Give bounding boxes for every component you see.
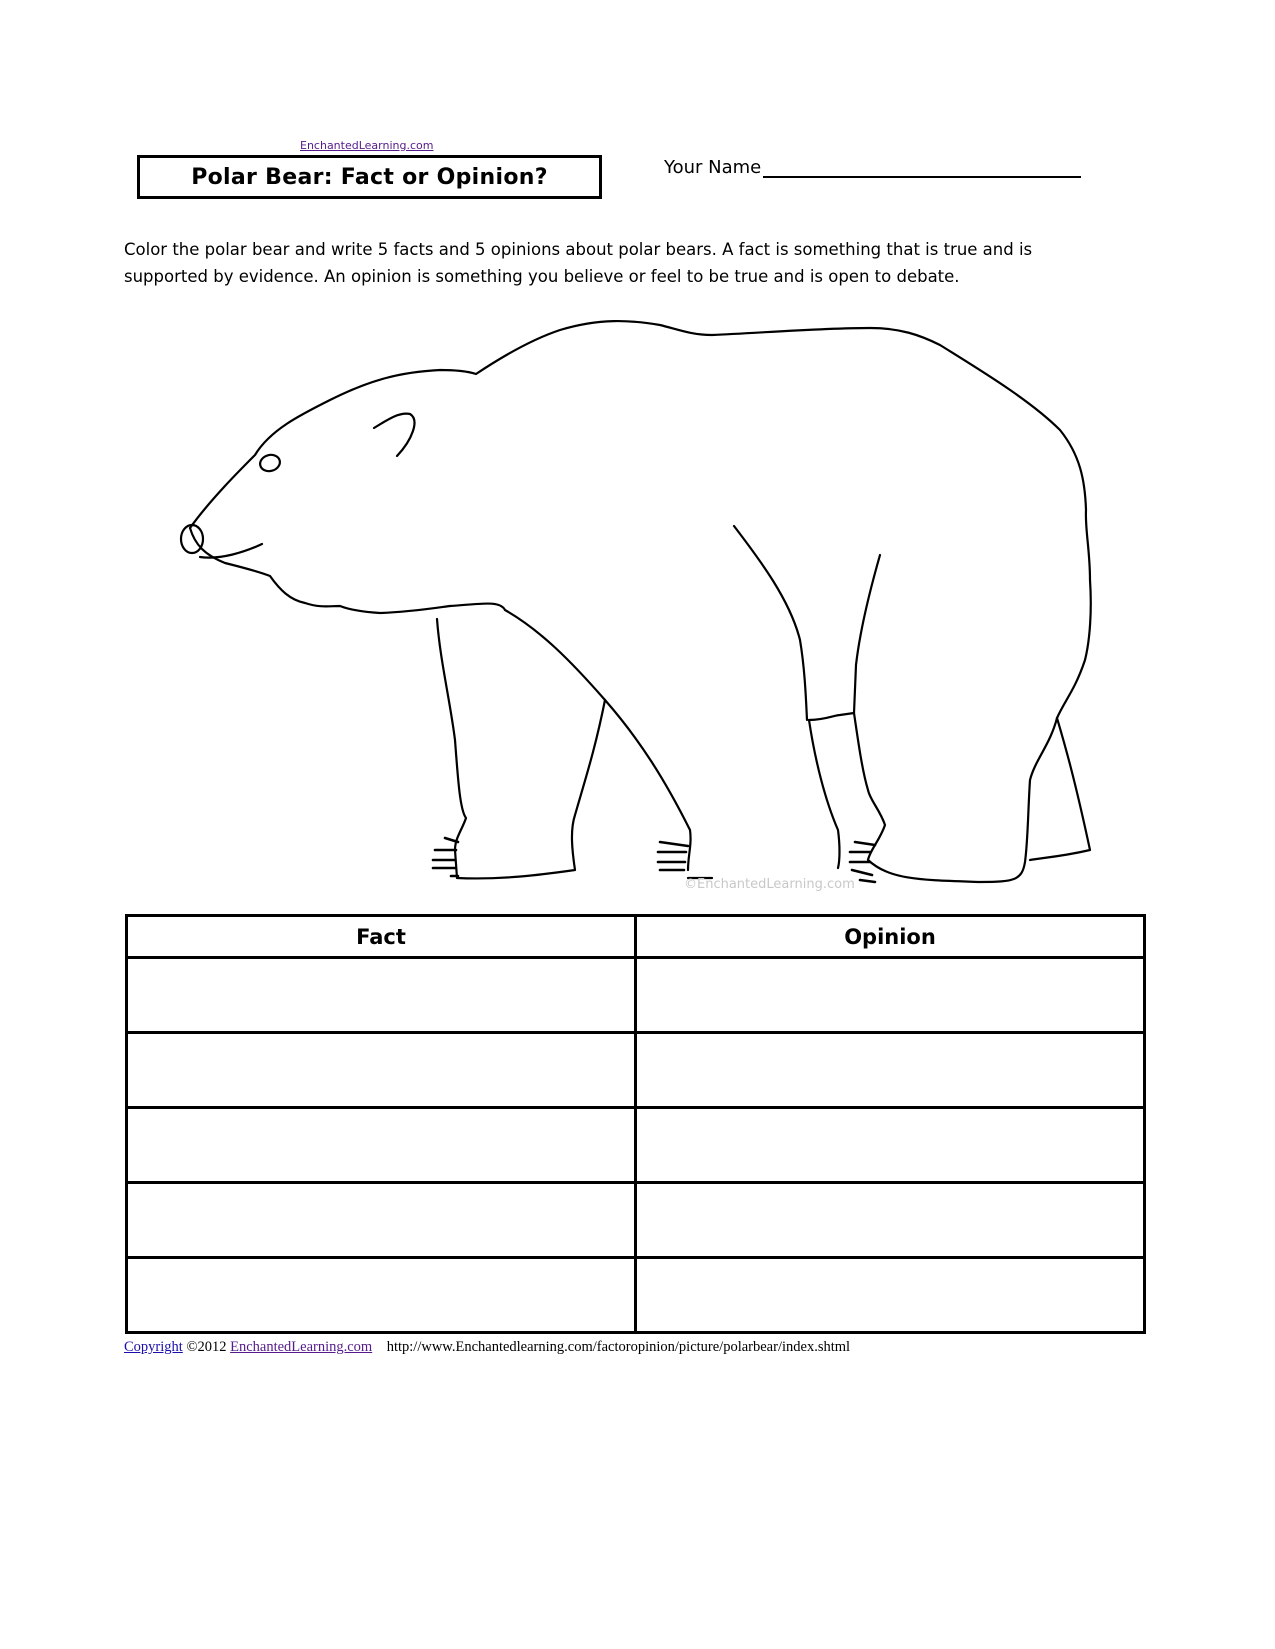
bear-neck-underside — [450, 604, 691, 871]
page-title: Polar Bear: Fact or Opinion? — [191, 164, 548, 190]
copyright-year: ©2012 — [186, 1339, 227, 1355]
bear-outline-back — [190, 321, 1091, 718]
opinion-cell-3[interactable] — [636, 1108, 1145, 1183]
bear-nose — [181, 525, 203, 553]
instructions-text: Color the polar bear and write 5 facts and 5 opinions about polar bears. A fact is something that is true and is supported by evidence. An opinion is something you believe or feel to be true and is open to debate. — [124, 240, 1033, 286]
fact-column-header: Fact — [127, 916, 636, 958]
opinion-cell-1[interactable] — [636, 958, 1145, 1033]
footer-site-link[interactable]: EnchantedLearning.com — [230, 1339, 373, 1355]
bear-outline-chin — [190, 528, 450, 613]
table-row — [127, 958, 1145, 1033]
copyright-link[interactable]: Copyright — [124, 1339, 183, 1355]
fact-opinion-table — [125, 914, 1146, 1334]
bear-belly-line — [734, 526, 807, 720]
bear-front-leg-left — [437, 619, 605, 878]
your-name-label: Your Name — [664, 157, 762, 178]
bear-hind-inner — [854, 555, 880, 713]
fact-cell-5[interactable] — [127, 1258, 636, 1333]
opinion-column-header: Opinion — [636, 916, 1145, 958]
fact-cell-1[interactable] — [127, 958, 636, 1033]
opinion-cell-4[interactable] — [636, 1183, 1145, 1258]
bear-ear — [374, 414, 414, 456]
bear-eye — [258, 453, 281, 474]
table-row — [127, 1033, 1145, 1108]
bear-back-foot — [1030, 718, 1090, 860]
page-footer — [124, 1339, 850, 1356]
opinion-cell-5[interactable] — [636, 1258, 1145, 1333]
illustration-watermark: ©EnchantedLearning.com — [684, 877, 855, 892]
fact-cell-3[interactable] — [127, 1108, 636, 1183]
table-row — [127, 1183, 1145, 1258]
table-header-row — [127, 916, 1145, 958]
bear-claws-2 — [658, 842, 688, 870]
bear-hind-leg-lower — [809, 713, 1057, 882]
fact-cell-4[interactable] — [127, 1183, 636, 1258]
table-row — [127, 1108, 1145, 1183]
bear-claws-1 — [433, 838, 458, 876]
fact-cell-2[interactable] — [127, 1033, 636, 1108]
opinion-cell-2[interactable] — [636, 1033, 1145, 1108]
table-row — [127, 1258, 1145, 1333]
bear-claws-3 — [850, 842, 875, 882]
bear-hind-leg-front — [809, 720, 840, 868]
enchanted-learning-link[interactable]: EnchantedLearning.com — [300, 139, 434, 152]
page-url: http://www.Enchantedlearning.com/factoropinion/picture/polarbear/index.shtml — [386, 1339, 851, 1355]
